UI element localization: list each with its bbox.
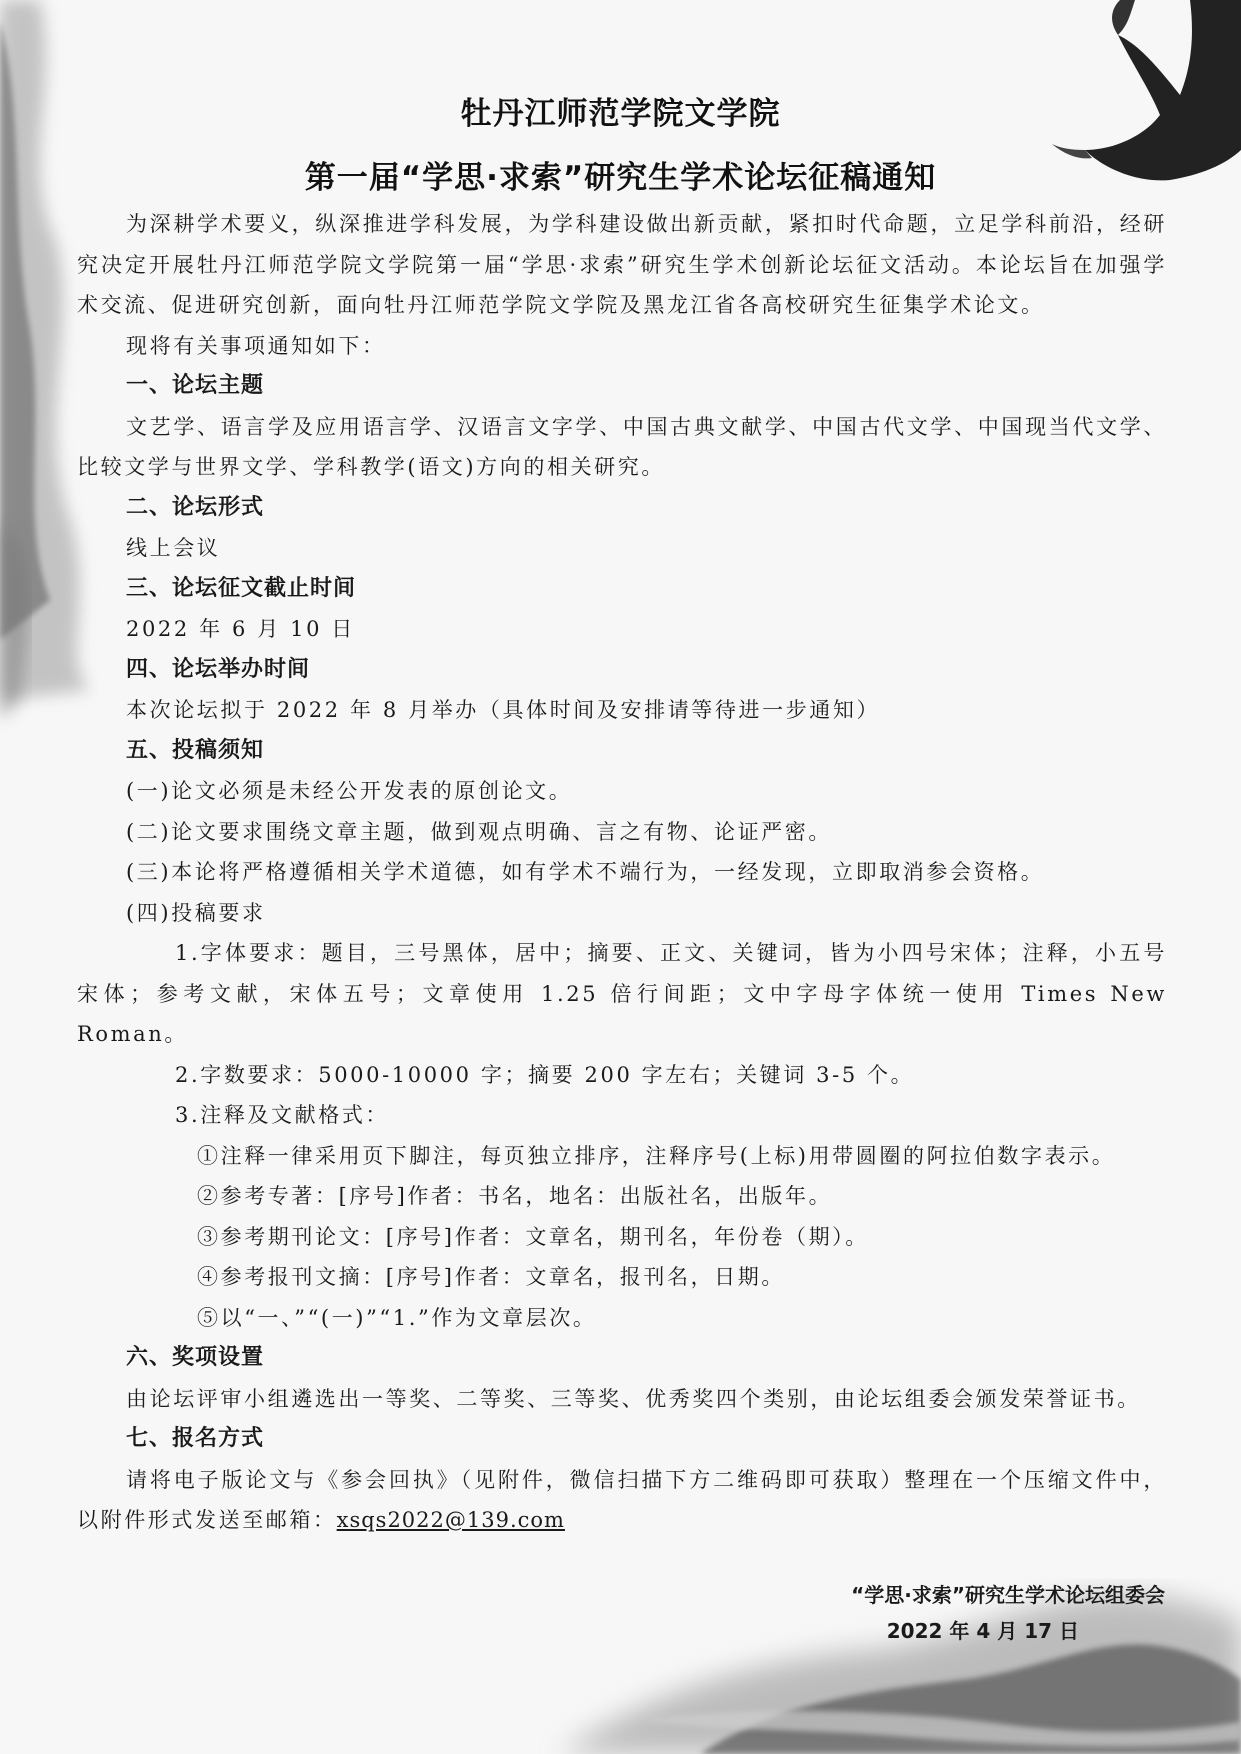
section-heading-submission: 五、投稿须知 xyxy=(126,737,265,763)
section-text-awards: 由论坛评审小组遴选出一等奖、二等奖、三等奖、优秀奖四个类别，由论坛组委会颁发荣誉证书。 xyxy=(126,1386,1141,1411)
submission-item-4: (四)投稿要求 xyxy=(126,900,266,925)
requirement-citation: 3.注释及文献格式： xyxy=(175,1103,390,1127)
submission-item-1: (一)论文必须是未经公开发表的原创论文。 xyxy=(126,779,573,803)
citation-rule-1: ①注释一律采用页下脚注，每页独立排序，注释序号(上标)用带圆圈的阿拉伯数字表示。 xyxy=(197,1143,1116,1168)
notice-subtitle: 第一届“学思·求索”研究生学术论坛征稿通知 xyxy=(304,160,937,196)
issue-date: 2022 年 4 月 17 日 xyxy=(886,1619,1079,1643)
page-title: 牡丹江师范学院文学院 xyxy=(460,96,781,132)
section-text-format: 线上会议 xyxy=(126,536,221,560)
submission-item-2: (二)论文要求围绕文章主题，做到观点明确、言之有物、论证严密。 xyxy=(126,819,832,844)
submission-item-3: (三)本论将严格遵循相关学术道德，如有学术不端行为，一经发现，立即取消参会资格。 xyxy=(126,860,1045,884)
organizer-name: “学思·求索”研究生学术论坛组委会 xyxy=(851,1583,1165,1607)
citation-rule-3: ③参考期刊论文：[序号]作者：文章名，期刊名，年份卷（期）。 xyxy=(197,1224,869,1249)
requirement-length: 2.字数要求：5000-10000 字；摘要 200 字左右；关键词 3-5 个。 xyxy=(175,1062,915,1087)
section-text-registration xyxy=(77,1460,1167,1541)
citation-rule-4: ④参考报刊文摘：[序号]作者：文章名，报刊名，日期。 xyxy=(197,1265,785,1289)
section-heading-theme: 一、论坛主题 xyxy=(126,373,265,398)
signature-block xyxy=(851,1577,1165,1649)
section-heading-registration: 七、报名方式 xyxy=(126,1426,265,1451)
citation-rule-2: ②参考专著：[序号]作者：书名，地名：出版社名，出版年。 xyxy=(197,1184,833,1208)
intro-lead: 现将有关事项通知如下： xyxy=(126,333,386,358)
email-link[interactable]: xsqs2022@139.com xyxy=(336,1508,565,1532)
section-heading-schedule: 四、论坛举办时间 xyxy=(126,656,311,682)
notice-body xyxy=(77,204,1167,1541)
section-heading-format: 二、论坛形式 xyxy=(126,494,265,520)
citation-rule-5: ⑤以“一、”“(一)”“1.”作为文章层次。 xyxy=(197,1305,597,1330)
intro-paragraph: 为深耕学术要义，纵深推进学科发展，为学科建设做出新贡献，紧扣时代命题，立足学科前沿，经研究决定开展牡丹江师范学院文学院第一届“学思·求索”研究生学术创新论坛征文活动。本论坛旨在加强学术交流、促进研究创新，面向牡丹江师范学院文学院及黑龙江省各高校研究生征集学术论文。 xyxy=(77,212,1167,317)
section-text-schedule: 本次论坛拟于 2022 年 8 月举办（具体时间及安排请等待进一步通知） xyxy=(126,698,881,722)
requirement-font: 1.字体要求：题目，三号黑体，居中；摘要、正文、关键词，皆为小四号宋体；注释，小五号宋体；参考文献，宋体五号；文章使用 1.25 倍行间距；文中字母字体统一使用 Times New Roman。 xyxy=(77,941,1167,1046)
registration-instructions: 请将电子版论文与《参会回执》（见附件，微信扫描下方二维码即可获取）整理在一个压缩文件中，以附件形式发送至邮箱： xyxy=(77,1467,1167,1532)
section-text-theme: 文艺学、语言学及应用语言学、汉语言文字学、中国古典文献学、中国古代文学、中国现当代文学、比较文学与世界文学、学科教学(语文)方向的相关研究。 xyxy=(77,414,1167,479)
section-heading-awards: 六、奖项设置 xyxy=(126,1345,265,1370)
section-text-deadline: 2022 年 6 月 10 日 xyxy=(126,617,355,641)
section-heading-deadline: 三、论坛征文截止时间 xyxy=(126,575,357,601)
